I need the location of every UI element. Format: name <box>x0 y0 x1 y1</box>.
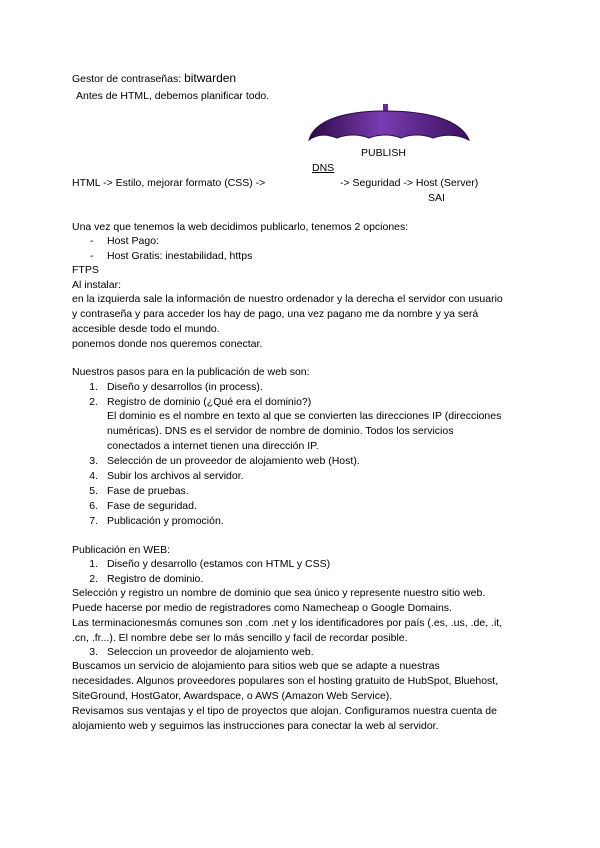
sai-label: SAI <box>428 192 445 204</box>
intro-text: Antes de HTML, debemos planificar todo. <box>76 90 270 102</box>
title-line <box>72 71 236 87</box>
domain-line: Las terminacionesmás comunes son .com .net y los identificadores por país (.es, .us, .de, .it, <box>72 617 503 629</box>
host-line: Revisamos sus ventajas y el tipo de proyectos que alojan. Configuramos nuestra cuenta de <box>72 705 497 717</box>
publication-item: Registro de dominio. <box>107 573 204 585</box>
umbrella-drawing <box>305 104 475 146</box>
install-line: accesible desde todo el mundo. <box>72 323 220 335</box>
install-heading: Al instalar: <box>72 279 122 291</box>
bullet-dash: - <box>90 235 94 247</box>
bullet-item: Host Gratis: inestabilidad, https <box>107 250 253 262</box>
step-item: Selección de un proveedor de alojamiento web (Host). <box>107 455 360 467</box>
list-number: 5. <box>89 485 98 497</box>
flow-left-text: HTML -> Estilo, mejorar formato (CSS) -> <box>72 177 266 189</box>
list-number: 7. <box>89 515 98 527</box>
list-number: 3. <box>89 455 98 467</box>
domain-line: Selección y registro un nombre de dominio que sea único y represente nuestro sitio web. <box>72 587 486 599</box>
domain-line: .cn, .fr...). El nombre debe ser lo más sencillo y facil de recordar posible. <box>72 632 408 644</box>
step-item: Subir los archivos al servidor. <box>107 470 244 482</box>
list-number: 6. <box>89 500 98 512</box>
brand-name: bitwarden <box>184 71 237 85</box>
options-intro: Una vez que tenemos la web decidimos publicarlo, tenemos 2 opciones: <box>72 221 409 233</box>
step-item: Fase de pruebas. <box>107 485 189 497</box>
flow-right-text: -> Seguridad -> Host (Server) <box>340 177 479 189</box>
host-line: alojamiento web y seguimos las instrucciones para conectar la web al servidor. <box>72 720 439 732</box>
install-line: en la izquierda sale la información de nuestro ordenador y la derecha el servidor con usuario <box>72 293 503 305</box>
bullet-dash: - <box>90 250 94 262</box>
list-number: 1. <box>89 558 98 570</box>
list-number: 4. <box>89 470 98 482</box>
step-item: Registro de dominio (¿Qué era el dominio?) <box>107 396 312 408</box>
host-line: SiteGround, HostGator, Awardspace, o AWS (Amazon Web Service). <box>72 690 393 702</box>
ftps-label: FTPS <box>72 264 99 276</box>
step-item: Fase de seguridad. <box>107 500 197 512</box>
domain-explanation-line: numéricas). DNS es el servidor de nombre de dominio. Todos los servicios <box>107 425 454 437</box>
bullet-item: Host Pago: <box>107 235 159 247</box>
list-number: 2. <box>89 396 98 408</box>
publication-item: Diseño y desarrollo (estamos con HTML y CSS) <box>107 558 331 570</box>
step-item: Publicación y promoción. <box>107 515 224 527</box>
dns-label: DNS <box>312 162 335 174</box>
publication-heading: Publicación en WEB: <box>72 544 171 556</box>
install-line: y contraseña y para acceder los hay de pago, una vez pagano me da nombre y ya será <box>72 308 479 320</box>
host-line: Buscamos un servicio de alojamiento para sitios web que se adapte a nuestras <box>72 660 440 672</box>
list-number: 2. <box>89 573 98 585</box>
title-prefix: Gestor de contraseñas: <box>72 73 182 85</box>
list-number: 1. <box>89 381 98 393</box>
step-item: Diseño y desarrollos (in process). <box>107 381 263 393</box>
domain-explanation-line: El dominio es el nombre en texto al que se convierten las direcciones IP (direcciones <box>107 410 502 422</box>
publication-item: Seleccion un proveedor de alojamiento web. <box>107 646 314 658</box>
list-number: 3. <box>89 646 98 658</box>
domain-line: Puede hacerse por medio de registradores como Namecheap o Google Domains. <box>72 602 452 614</box>
host-line: necesidades. Algunos proveedores populares son el hosting gratuito de HubSpot, Bluehost, <box>72 675 499 687</box>
install-line: ponemos donde nos queremos conectar. <box>72 338 263 350</box>
publish-label: PUBLISH <box>361 147 406 159</box>
steps-heading: Nuestros pasos para en la publicación de web son: <box>72 366 310 378</box>
domain-explanation-line: conectados a internet tienen una dirección IP. <box>107 440 319 452</box>
